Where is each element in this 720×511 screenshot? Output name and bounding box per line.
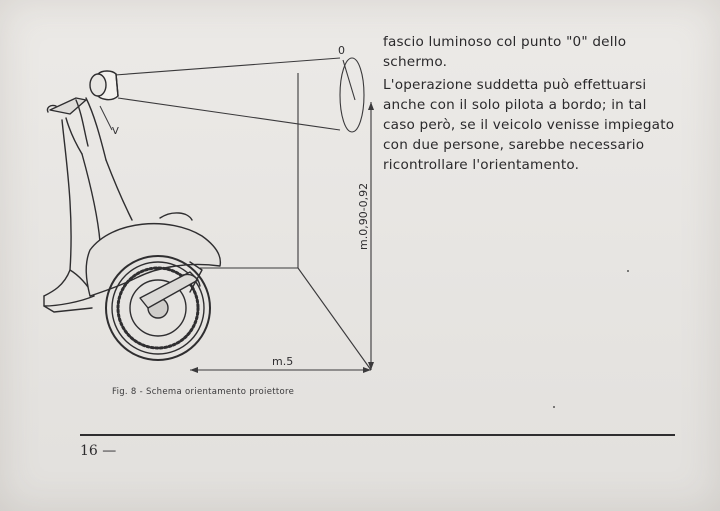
distance-label: m.5 xyxy=(272,355,294,368)
paragraph-2: L'operazione suddetta può effettuarsi anche con il solo pilota a bordo; in tal caso però, se il veicolo venisse impiegato con due persone, sarebbe necessario ricontrollare l'orientamento. xyxy=(383,77,675,173)
beam-lower-line xyxy=(118,98,340,130)
floor-diagonal-line xyxy=(298,268,371,370)
paragraph-1: fascio luminoso col punto "0" dello schermo. xyxy=(383,34,627,70)
scooter-drawing xyxy=(44,71,220,360)
beam-upper-line xyxy=(115,58,340,75)
diagram-drawing xyxy=(40,40,390,380)
point-zero-label: 0 xyxy=(338,44,345,57)
headlight-alignment-diagram xyxy=(40,40,390,380)
footer-rule xyxy=(80,434,675,436)
screen-ellipse xyxy=(340,58,364,132)
body-text xyxy=(383,32,678,175)
paper-speck xyxy=(553,406,555,408)
page-number: 16 — xyxy=(80,443,117,459)
height-label: m.0,90-0,92 xyxy=(357,182,370,250)
v-label: V xyxy=(112,126,119,137)
paper-speck xyxy=(627,270,629,272)
figure-caption: Fig. 8 - Schema orientamento proiettore xyxy=(112,387,295,397)
point-zero-pointer xyxy=(343,60,355,100)
